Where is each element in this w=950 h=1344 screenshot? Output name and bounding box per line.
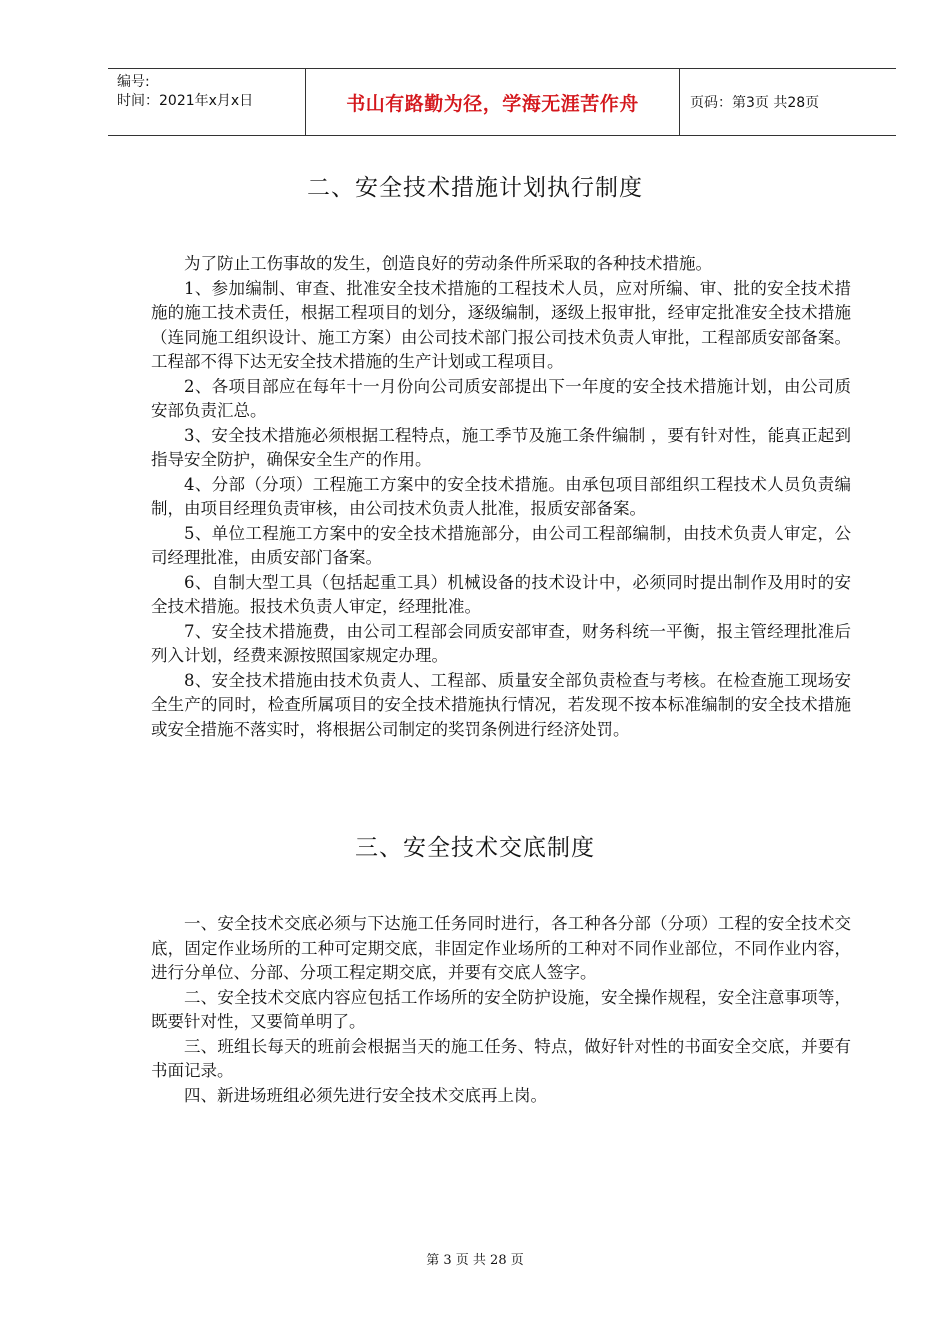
- paragraph: 8、安全技术措施由技术负责人、工程部、质量安全部负责检查与考核。在检查施工现场安全生产的同时，检查所属项目的安全技术措施执行情况，若发现不按本标准编制的安全技术措施或安全措施不落实时，将根据公司制定的奖罚条例进行经济处罚。: [151, 670, 851, 739]
- paragraph: 1、参加编制、审查、批准安全技术措施的工程技术人员，应对所编、审、批的安全技术措施的施工技术责任，根据工程项目的划分，逐级编制，逐级上报审批，经审定批准安全技术措施（连同施工组织设计、施工方案）由公司技术部门报公司技术负责人审批，工程部质安部备案。工程部不得下达无安全技术措施的生产计划或工程项目。: [151, 278, 851, 371]
- page-footer: 第 3 页 共 28 页: [426, 1253, 524, 1268]
- header-motto: 书山有路勤为径，学海无涯苦作舟: [306, 69, 680, 135]
- section-3-title: 三、安全技术交底制度: [355, 835, 595, 861]
- paragraph: 7、安全技术措施费，由公司工程部会同质安部审查，财务科统一平衡，报主管经理批准后列入计划，经费来源按照国家规定办理。: [151, 621, 851, 665]
- document-time: 时间：2021年x月x日: [117, 93, 254, 109]
- paragraph: 四、新进场班组必须先进行安全技术交底再上岗。: [184, 1085, 547, 1105]
- paragraph: 三、班组长每天的班前会根据当天的施工任务、特点，做好针对性的书面安全交底，并要有书面记录。: [151, 1036, 851, 1080]
- paragraph: 二、安全技术交底内容应包括工作场所的安全防护设施，安全操作规程，安全注意事项等，既要针对性，又要简单明了。: [151, 987, 851, 1031]
- page-header: [108, 68, 896, 136]
- paragraph: 一、安全技术交底必须与下达施工任务同时进行，各工种各分部（分项）工程的安全技术交底，固定作业场所的工种可定期交底，非固定作业场所的工种对不同作业部位，不同作业内容，进行分单位、分部、分项工程定期交底，并要有交底人签字。: [151, 914, 851, 982]
- paragraph: 3、安全技术措施必须根据工程特点，施工季节及施工条件编制 ，要有针对性，能真正起到指导安全防护，确保安全生产的作用。: [151, 425, 851, 469]
- section-2-body: [151, 252, 851, 742]
- paragraph: 5、单位工程施工方案中的安全技术措施部分，由公司工程部编制，由技术负责人审定，公司经理批准，由质安部门备案。: [151, 523, 851, 567]
- paragraph: 6、自制大型工具（包括起重工具）机械设备的技术设计中，必须同时提出制作及用时的安全技术措施。报技术负责人审定，经理批准。: [151, 572, 851, 616]
- header-page-info: 页码：第3页 共28页: [690, 95, 820, 111]
- document-number-label: 编号:: [117, 74, 150, 90]
- header-meta: [108, 69, 306, 135]
- paragraph: 2、各项目部应在每年十一月份向公司质安部提出下一年度的安全技术措施计划，由公司质安部负责汇总。: [151, 376, 851, 420]
- paragraph: 为了防止工伤事故的发生，创造良好的劳动条件所采取的各种技术措施。: [184, 254, 712, 273]
- paragraph: 4、分部（分项）工程施工方案中的安全技术措施。由承包项目部组织工程技术人员负责编制，由项目经理负责审核，由公司技术负责人批准，报质安部备案。: [151, 474, 851, 518]
- section-2-title: 二、安全技术措施计划执行制度: [307, 175, 643, 201]
- section-3-body: [151, 912, 851, 1108]
